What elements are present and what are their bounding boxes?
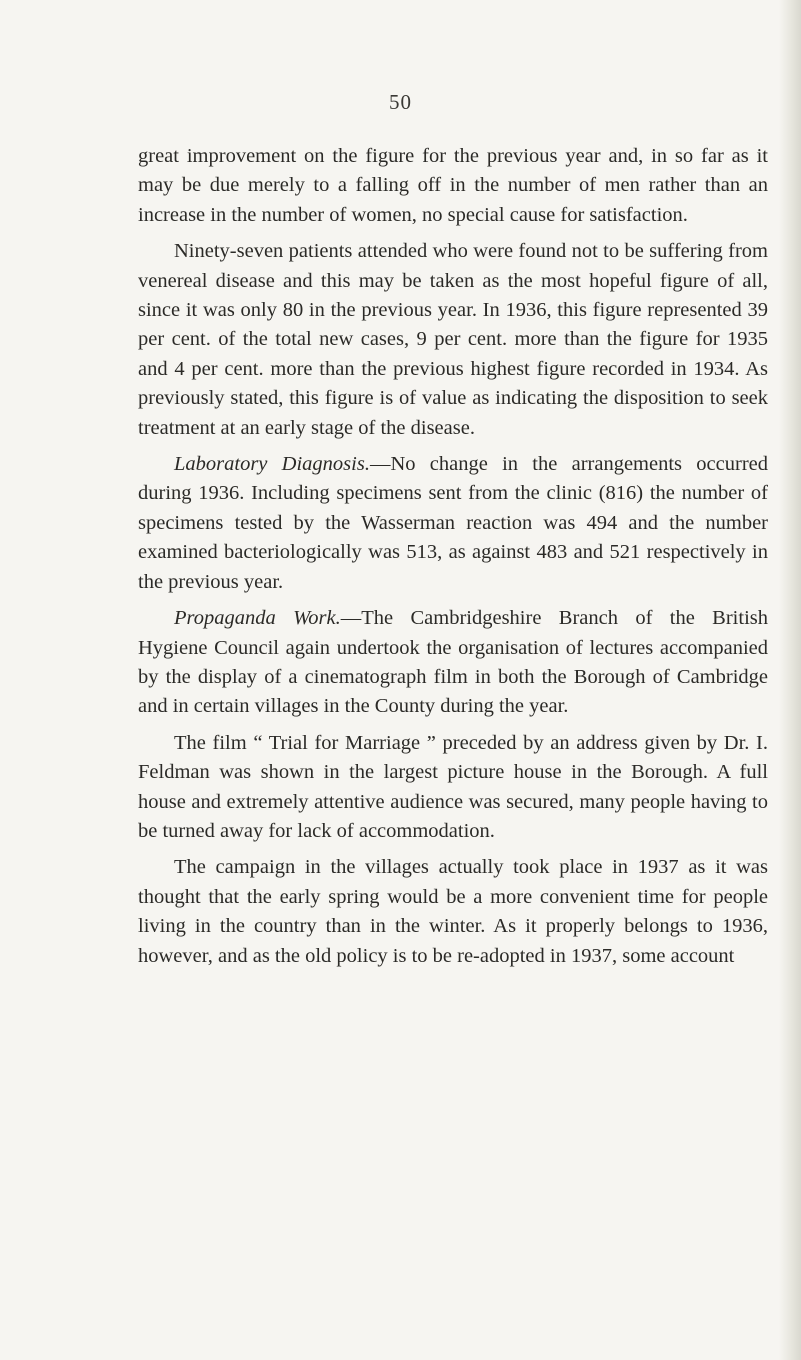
paragraph-text: great improvement on the figure for the previous year and, in so far as it may be due merely to a falling off in the number of men rather than an increase in the number of women, no special cause for satisfaction. xyxy=(138,145,768,226)
paragraph-text: —No change in the arrangements occurred during 1936. Including specimens sent from the clinic (816) the number of specimens tested by the Wasserman reaction was 494 and the number examined bacteriologically was 513, as against 483 and 521 respectively in the previous year. xyxy=(138,453,768,593)
paragraph-2 xyxy=(138,237,768,443)
paragraph-text: Ninety-seven patients attended who were found not to be suffering from venereal disease and this may be taken as the most hopeful figure of all, since it was only 80 in the previous year. In 1936, this figure represented 39 per cent. of the total new cases, 9 per cent. more than the figure for 1935 and 4 per cent. more than the previous highest figure recorded in 1934. As previously stated, this figure is of value as indicating the disposition to seek treatment at an early stage of the disease. xyxy=(138,240,768,439)
paragraph-propaganda-work xyxy=(138,604,768,722)
section-heading: Laboratory Diagnosis. xyxy=(174,453,370,476)
page-edge-shadow xyxy=(779,0,801,1360)
paragraph-6 xyxy=(138,853,768,971)
page-number: 50 xyxy=(389,90,412,114)
paragraph-1 xyxy=(138,142,768,230)
paragraph-text: —The Cambridgeshire Branch of the British Hygiene Council again undertook the organisation of lectures accompanied by the display of a cinematograph film in both the Borough of Cambridge and in certain villages in the County during the year. xyxy=(138,607,768,718)
section-heading: Propaganda Work. xyxy=(174,607,341,630)
paragraph-text: The campaign in the villages actually took place in 1937 as it was thought that the early spring would be a more convenient time for people living in the country than in the winter. As it properly belongs to 1936, however, and as the old policy is to be re-adopted in 1937, some account xyxy=(138,856,768,967)
body-text xyxy=(138,142,768,978)
paragraph-text: The film “ Trial for Marriage ” preceded by an address given by Dr. I. Feldman was shown in the largest picture house in the Borough. A full house and extremely attentive audience was secured, many people having to be turned away for lack of accommodation. xyxy=(138,731,768,842)
paragraph-laboratory-diagnosis xyxy=(138,450,768,597)
paragraph-5 xyxy=(138,729,768,847)
